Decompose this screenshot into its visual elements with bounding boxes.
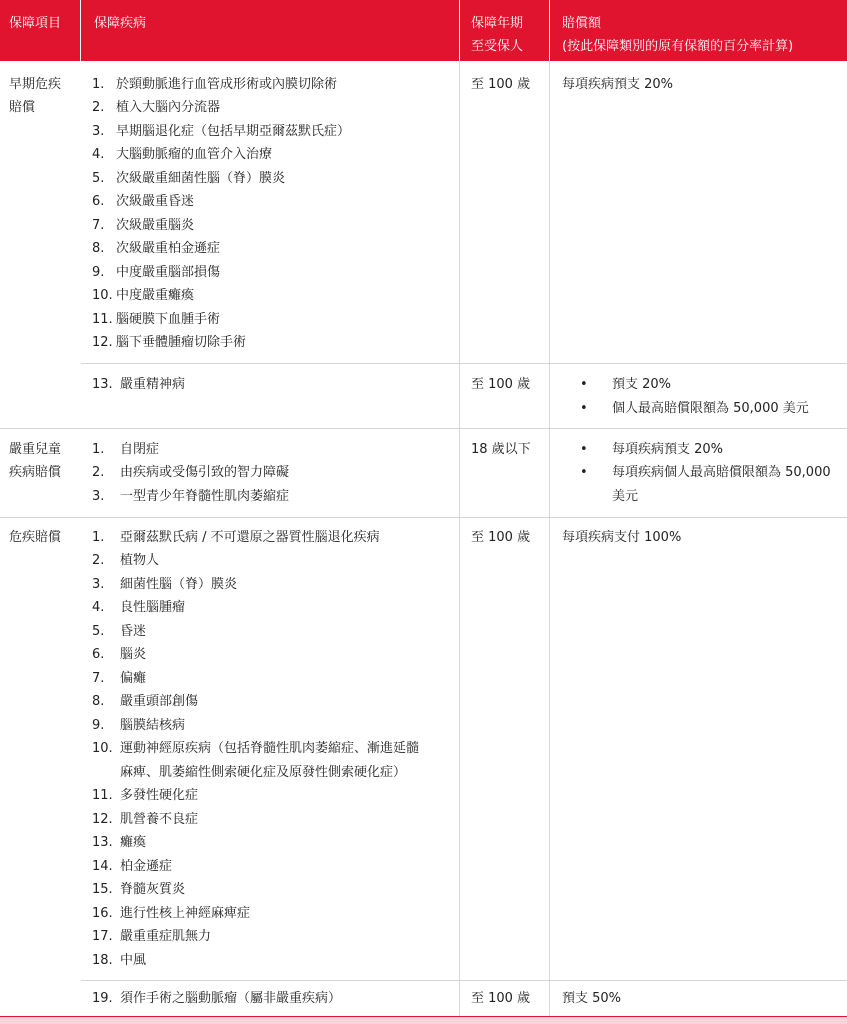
list-item: 中度嚴重癱瘓: [116, 288, 195, 303]
list-item: 運動神經原疾病（包括脊髓性肌肉萎縮症、漸進延髓: [120, 741, 420, 756]
list-item-continued: 麻痺、肌萎縮性側索硬化症及原發性側索硬化症）: [120, 765, 407, 780]
list-item: 多發性硬化症: [120, 788, 199, 803]
list-item-number: 4.: [92, 600, 105, 615]
list-item-number: 6.: [92, 647, 105, 662]
list-item: 細菌性腦（脊）膜炎: [120, 577, 238, 592]
section-label-child-2: 疾病賠償: [9, 465, 62, 480]
list-item-number: 7.: [92, 218, 105, 233]
amount-item19: 預支 50%: [562, 991, 622, 1006]
section-label-critical: 危疾賠償: [9, 530, 62, 545]
list-item: 昏迷: [120, 624, 147, 639]
section-label-early-2: 賠償: [9, 100, 36, 115]
footer-bar: [0, 1017, 847, 1024]
list-item: 柏金遜症: [120, 859, 173, 874]
list-item-number: 16.: [92, 906, 113, 921]
list-item-number: 12.: [92, 335, 113, 350]
bullet-icon: •: [580, 442, 588, 457]
list-item: 次級嚴重昏迷: [116, 194, 195, 209]
amount-item13-1: 預支 20%: [612, 377, 672, 392]
term-critical: 至 100 歲: [471, 530, 531, 545]
list-item: 偏癱: [120, 671, 147, 686]
list-item: 進行性核上神經麻痺症: [120, 906, 251, 921]
section-label-child: 嚴重兒童: [9, 442, 62, 457]
list-item: 嚴重頭部創傷: [120, 694, 199, 709]
list-item-number: 15.: [92, 882, 113, 897]
list-item-number: 9.: [92, 265, 105, 280]
list-item: 癱瘓: [120, 835, 147, 850]
section-label-early: 早期危疾: [9, 77, 62, 92]
list-item-number: 13.: [92, 835, 113, 850]
list-item-number: 7.: [92, 671, 105, 686]
list-item: 一型青少年脊髓性肌肉萎縮症: [120, 489, 290, 504]
list-item: 中度嚴重腦部損傷: [116, 265, 221, 280]
bullet-icon: •: [580, 401, 588, 416]
list-item: 須作手術之腦動脈瘤（屬非嚴重疾病）: [120, 991, 342, 1006]
term-item13: 至 100 歲: [471, 377, 531, 392]
row-divider: [0, 428, 847, 429]
list-item-number: 11.: [92, 788, 113, 803]
list-item: 腦炎: [120, 647, 147, 662]
amount-child-1: 每項疾病預支 20%: [612, 442, 724, 457]
amount-child-2: 每項疾病個人最高賠償限額為 50,000: [612, 465, 831, 480]
list-item: 嚴重精神病: [120, 377, 186, 392]
row-divider: [81, 363, 847, 364]
list-item: 植入大腦內分流器: [116, 100, 221, 115]
amount-child-2b: 美元: [612, 489, 639, 504]
list-item: 早期腦退化症（包括早期亞爾茲默氏症）: [116, 124, 351, 139]
amount-item13-2: 個人最高賠償限額為 50,000 美元: [612, 401, 809, 416]
list-item-number: 5.: [92, 171, 105, 186]
list-item-number: 8.: [92, 241, 105, 256]
list-item: 腦膜結核病: [120, 718, 186, 733]
list-item: 腦下垂體腫瘤切除手術: [116, 335, 247, 350]
list-item-number: 3.: [92, 124, 105, 139]
bullet-icon: •: [580, 377, 588, 392]
list-item-number: 3.: [92, 489, 105, 504]
list-item-number: 2.: [92, 465, 105, 480]
row-divider: [0, 517, 847, 518]
table-header: [0, 0, 847, 61]
term-item19: 至 100 歲: [471, 991, 531, 1006]
list-item: 植物人: [120, 553, 160, 568]
list-item: 嚴重重症肌無力: [120, 929, 212, 944]
term-child: 18 歲以下: [471, 442, 531, 457]
list-item-number: 11.: [92, 312, 113, 327]
list-item: 次級嚴重腦炎: [116, 218, 195, 233]
list-item-number: 19.: [92, 991, 113, 1006]
list-item: 腦硬膜下血腫手術: [116, 312, 221, 327]
list-item: 中風: [120, 953, 147, 968]
list-item-number: 6.: [92, 194, 105, 209]
list-item: 脊髓灰質炎: [120, 882, 186, 897]
bullet-icon: •: [580, 465, 588, 480]
term-early: 至 100 歲: [471, 77, 531, 92]
footer-line: [0, 1016, 847, 1017]
list-item-number: 18.: [92, 953, 113, 968]
header-diseases: 保障疾病: [94, 16, 147, 31]
list-item-number: 10.: [92, 741, 113, 756]
list-item-number: 3.: [92, 577, 105, 592]
list-item: 大腦動脈瘤的血管介入治療: [116, 147, 273, 162]
list-item: 次級嚴重柏金遜症: [116, 241, 221, 256]
list-item: 自閉症: [120, 442, 160, 457]
list-item-number: 2.: [92, 553, 105, 568]
list-item-number: 8.: [92, 694, 105, 709]
list-item-number: 9.: [92, 718, 105, 733]
list-item: 於頸動脈進行血管成形術或內膜切除術: [116, 77, 338, 92]
amount-early: 每項疾病預支 20%: [562, 77, 674, 92]
list-item-number: 1.: [92, 442, 105, 457]
header-coverage-item: 保障項目: [9, 16, 62, 31]
list-item-number: 1.: [92, 77, 105, 92]
list-item-number: 14.: [92, 859, 113, 874]
row-divider: [81, 980, 847, 981]
header-benefit-amount: 賠償額 (按此保障類別的原有保額的百分率計算): [562, 16, 794, 54]
list-item: 由疾病或受傷引致的智力障礙: [120, 465, 290, 480]
list-item: 次級嚴重細菌性腦（脊）膜炎: [116, 171, 286, 186]
list-item: 亞爾茲默氏病 / 不可還原之器質性腦退化疾病: [120, 530, 380, 545]
list-item-number: 13.: [92, 377, 113, 392]
list-item-number: 12.: [92, 812, 113, 827]
list-item-number: 1.: [92, 530, 105, 545]
list-item-number: 10.: [92, 288, 113, 303]
list-item-number: 2.: [92, 100, 105, 115]
amount-critical: 每項疾病支付 100%: [562, 530, 682, 545]
list-item: 肌營養不良症: [120, 812, 199, 827]
header-term: 保障年期 至受保人: [471, 16, 524, 54]
list-item-number: 4.: [92, 147, 105, 162]
list-item-number: 5.: [92, 624, 105, 639]
list-item: 良性腦腫瘤: [120, 600, 186, 615]
list-item-number: 17.: [92, 929, 113, 944]
